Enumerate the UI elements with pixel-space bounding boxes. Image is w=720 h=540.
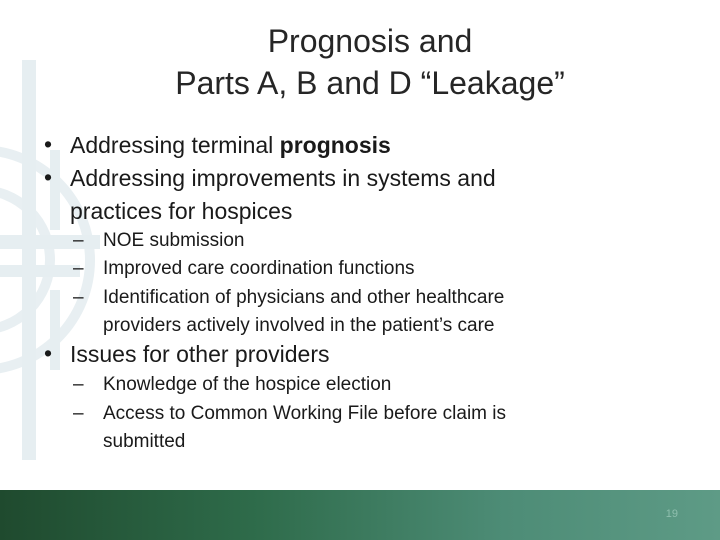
subbullet-text: NOE submission: [103, 230, 245, 251]
bullet-text: Issues for other providers: [70, 341, 330, 367]
bullet-marker: •: [44, 164, 53, 190]
bullet-marker: •: [44, 131, 53, 157]
bullet-other-providers: [44, 340, 330, 369]
subbullet-text: Knowledge of the hospice election: [103, 374, 392, 395]
subbullet-text: providers actively involved in the patient’s care: [103, 315, 495, 336]
subbullet-marker: –: [73, 258, 84, 279]
bullet-text: Addressing improvements in systems and: [70, 165, 496, 191]
footer-bar: [0, 490, 720, 540]
subbullet-identification-continued: [103, 312, 494, 340]
subbullet-care-coordination: [73, 255, 415, 283]
bullet-text: Addressing terminal: [70, 132, 280, 158]
subbullet-marker: –: [73, 230, 84, 251]
title-line-2: Parts A, B and D “Leakage”: [175, 65, 565, 101]
subbullet-hospice-election: [73, 371, 392, 399]
subbullet-marker: –: [73, 374, 84, 395]
subbullet-text: Access to Common Working File before claim is: [103, 403, 506, 424]
subbullet-identification: [73, 284, 505, 312]
bullet-text: practices for hospices: [70, 198, 293, 224]
subbullet-text: submitted: [103, 431, 186, 452]
bullet-terminal-prognosis: [44, 131, 391, 160]
bullet-improvements-continued: [70, 197, 292, 226]
bullet-bold-text: prognosis: [279, 132, 391, 158]
title-line-1: Prognosis and: [267, 23, 473, 59]
subbullet-common-working-file: [73, 400, 506, 428]
bullet-improvements: [44, 164, 496, 193]
subbullet-text: Improved care coordination functions: [103, 258, 415, 279]
page-number: 19: [665, 508, 678, 520]
bullet-marker: •: [44, 340, 53, 366]
subbullet-text: Identification of physicians and other healthcare: [103, 287, 505, 308]
subbullet-noe-submission: [73, 227, 245, 255]
subbullet-marker: –: [73, 287, 84, 308]
subbullet-marker: –: [73, 403, 84, 424]
subbullet-common-working-file-continued: [103, 428, 185, 456]
